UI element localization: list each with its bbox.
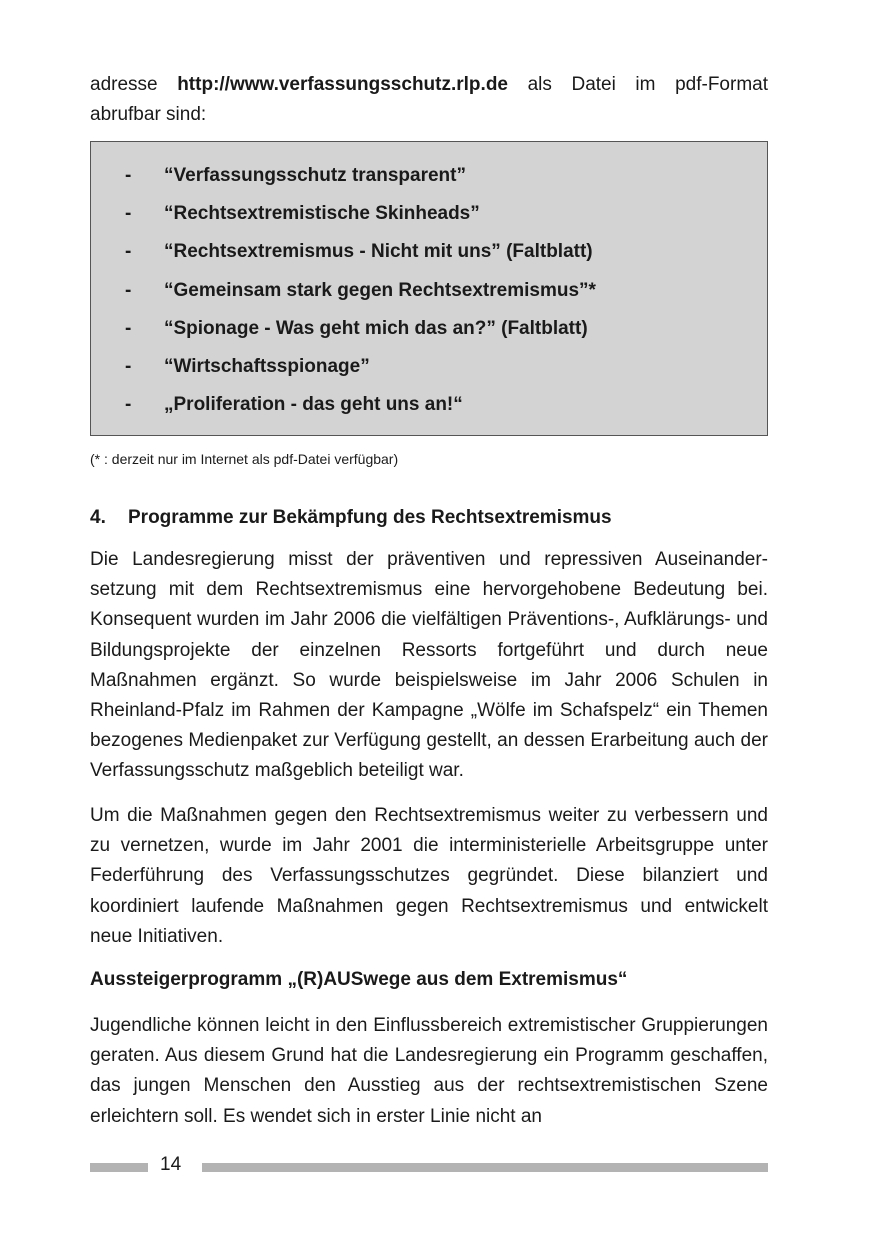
footnote: (* : derzeit nur im Internet als pdf-Datei verfügbar) — [90, 451, 399, 467]
section-number: 4. — [90, 507, 106, 528]
page-footer — [0, 1150, 875, 1180]
publication-item — [91, 276, 767, 314]
publication-title: “Verfassungsschutz transparent” — [164, 165, 466, 186]
intro-pre: adresse — [90, 74, 178, 95]
publication-title: “Wirtschaftsspionage” — [164, 355, 370, 377]
publication-title: “Gemeinsam stark gegen Rechtsextremismus”* — [164, 279, 596, 301]
body-paragraph-1: Die Landesregierung misst der präventiven und repressiven Auseinandersetzung mit dem Rechtsextremismus eine hervorgehobene Bedeutung bei. Konsequent wurden im Jahr 2006 die vielfältigen Präventions-, Aufklärungs- und Bildungsprojekte der einzelnen Ressorts fortgeführt und durch neue Maßnahmen ergänzt. So wurde beispielsweise im Jahr 2006 Schulen in Rheinland-Pfalz im Rahmen der Kampagne „Wölfe im Schafspelz“ ein Themen bezogenes Medienpaket zur Verfügung gestellt, an dessen Erarbeitung auch der Verfassungsschutz maßgeblich beteiligt war. — [90, 549, 768, 782]
section-title: Programme zur Bekämpfung des Rechtsextremismus — [128, 507, 612, 528]
page-number: 14 — [160, 1154, 182, 1175]
section-heading — [90, 503, 612, 533]
subheading: Aussteigerprogramm „(R)AUSwege aus dem Extremismus“ — [90, 969, 628, 990]
publication-title: “Rechtsextremismus - Nicht mit uns” (Faltblatt) — [164, 241, 593, 263]
list-dash: - — [125, 165, 132, 186]
body-paragraph-2: Um die Maßnahmen gegen den Rechtsextremismus weiter zu verbessern und zu vernetzen, wurde im Jahr 2001 die interministerielle Arbeitsgruppe unter Federführung des Verfassungsschutzes gegründet. Diese bilanziert und koordiniert laufende Maßnahmen gegen Rechtsextremismus und entwickelt neue Initiativen. — [90, 805, 768, 947]
publication-title: “Rechtsextremistische Skinheads” — [164, 203, 480, 225]
intro-post: als Datei im pdf-Format abrufbar sind: — [90, 74, 768, 126]
publication-item — [91, 237, 767, 275]
intro-paragraph — [90, 70, 768, 130]
intro-url: http://www.verfassungsschutz.rlp.de — [177, 74, 508, 95]
publication-item — [91, 352, 767, 390]
publication-item — [91, 199, 767, 237]
footer-bar-left — [90, 1163, 148, 1172]
list-dash: - — [125, 317, 132, 339]
publications-box — [90, 141, 768, 436]
publication-title: “Spionage - Was geht mich das an?” (Faltblatt) — [164, 317, 588, 339]
publications-list — [91, 161, 767, 428]
list-dash: - — [125, 394, 132, 416]
publication-item — [91, 161, 767, 199]
list-dash: - — [125, 355, 132, 377]
footer-bar-right — [202, 1163, 768, 1172]
list-dash: - — [125, 279, 132, 301]
publication-title: „Proliferation - das geht uns an!“ — [164, 394, 463, 416]
publication-item — [91, 314, 767, 352]
publication-item — [91, 390, 767, 428]
body-paragraph-3: Jugendliche können leicht in den Einflussbereich extremistischer Gruppierungen geraten. Aus diesem Grund hat die Landesregierung ein Programm geschaffen, das jungen Menschen den Ausstieg aus der rechtsextremistischen Szene erleichtern soll. Es wendet sich in erster Linie nicht an — [90, 1015, 768, 1127]
list-dash: - — [125, 241, 132, 263]
list-dash: - — [125, 203, 132, 225]
